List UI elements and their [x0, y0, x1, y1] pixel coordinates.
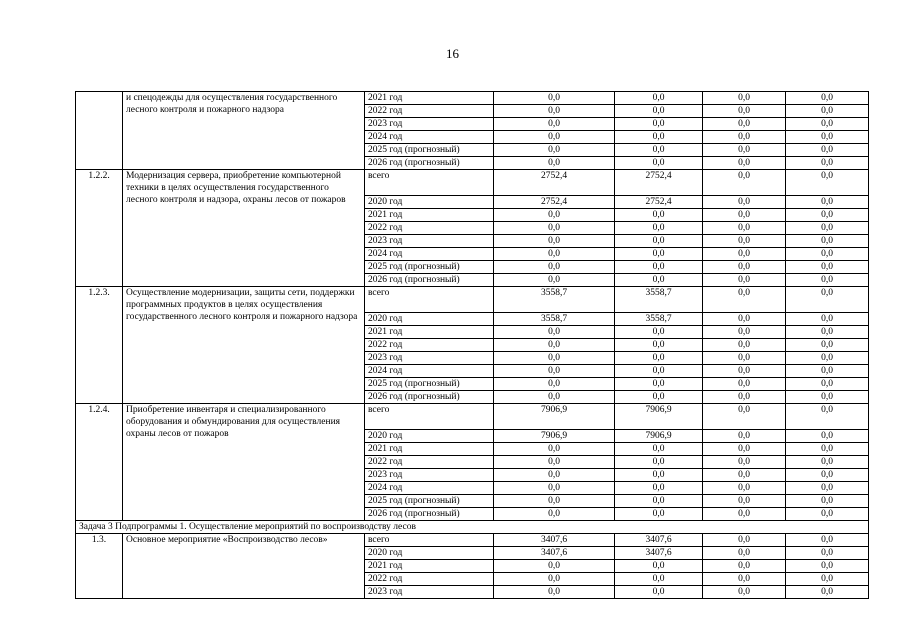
- value-cell: 0,0: [703, 92, 786, 105]
- value-cell: 3558,7: [615, 287, 703, 313]
- period-cell: 2026 год (прогнозный): [365, 157, 494, 170]
- value-cell: 0,0: [494, 560, 615, 573]
- period-cell: 2021 год: [365, 326, 494, 339]
- value-cell: 0,0: [703, 326, 786, 339]
- value-cell: 0,0: [786, 534, 869, 547]
- value-cell: 0,0: [786, 560, 869, 573]
- table-row: [76, 92, 869, 105]
- value-cell: 0,0: [615, 326, 703, 339]
- item-description: Приобретение инвентаря и специализированного оборудования и обмундирования для осуществления охраны лесов от пожаров: [123, 404, 365, 521]
- value-cell: 0,0: [703, 547, 786, 560]
- value-cell: 0,0: [494, 144, 615, 157]
- period-cell: 2023 год: [365, 235, 494, 248]
- value-cell: 0,0: [703, 430, 786, 443]
- value-cell: 0,0: [703, 235, 786, 248]
- value-cell: 0,0: [494, 326, 615, 339]
- period-cell: 2026 год (прогнозный): [365, 391, 494, 404]
- value-cell: 0,0: [703, 157, 786, 170]
- value-cell: 0,0: [494, 469, 615, 482]
- value-cell: 0,0: [703, 404, 786, 430]
- value-cell: 0,0: [786, 313, 869, 326]
- item-description: Основное мероприятие «Воспроизводство лесов»: [123, 534, 365, 599]
- value-cell: 0,0: [786, 365, 869, 378]
- value-cell: 0,0: [786, 469, 869, 482]
- value-cell: 0,0: [494, 456, 615, 469]
- value-cell: 0,0: [703, 365, 786, 378]
- budget-table: [75, 91, 869, 599]
- value-cell: 0,0: [615, 391, 703, 404]
- value-cell: 0,0: [703, 118, 786, 131]
- value-cell: 0,0: [703, 443, 786, 456]
- value-cell: 0,0: [703, 105, 786, 118]
- value-cell: 0,0: [615, 560, 703, 573]
- period-cell: 2024 год: [365, 482, 494, 495]
- value-cell: 0,0: [786, 105, 869, 118]
- value-cell: 0,0: [615, 586, 703, 599]
- value-cell: 0,0: [494, 586, 615, 599]
- value-cell: 0,0: [703, 560, 786, 573]
- value-cell: 0,0: [615, 573, 703, 586]
- value-cell: 0,0: [615, 378, 703, 391]
- value-cell: 0,0: [786, 326, 869, 339]
- period-cell: всего: [365, 170, 494, 196]
- table-row: [76, 534, 869, 547]
- value-cell: 0,0: [615, 209, 703, 222]
- value-cell: 0,0: [703, 313, 786, 326]
- page-number: 16: [446, 46, 459, 61]
- value-cell: 0,0: [703, 456, 786, 469]
- value-cell: 0,0: [786, 118, 869, 131]
- value-cell: 0,0: [786, 430, 869, 443]
- value-cell: 3407,6: [494, 534, 615, 547]
- period-cell: 2024 год: [365, 131, 494, 144]
- value-cell: 0,0: [786, 482, 869, 495]
- value-cell: 0,0: [494, 339, 615, 352]
- value-cell: 0,0: [615, 105, 703, 118]
- period-cell: 2020 год: [365, 313, 494, 326]
- value-cell: 0,0: [703, 131, 786, 144]
- period-cell: 2022 год: [365, 573, 494, 586]
- item-number: 1.3.: [76, 534, 123, 599]
- value-cell: 0,0: [615, 222, 703, 235]
- value-cell: 0,0: [786, 274, 869, 287]
- value-cell: 0,0: [615, 92, 703, 105]
- value-cell: 0,0: [615, 235, 703, 248]
- value-cell: 0,0: [615, 482, 703, 495]
- value-cell: 2752,4: [615, 196, 703, 209]
- value-cell: 0,0: [786, 209, 869, 222]
- value-cell: 7906,9: [494, 404, 615, 430]
- period-cell: 2020 год: [365, 547, 494, 560]
- value-cell: 0,0: [703, 586, 786, 599]
- value-cell: 2752,4: [494, 196, 615, 209]
- value-cell: 0,0: [494, 508, 615, 521]
- item-number: 1.2.4.: [76, 404, 123, 521]
- item-number: 1.2.2.: [76, 170, 123, 287]
- item-number: 1.2.3.: [76, 287, 123, 404]
- period-cell: 2025 год (прогнозный): [365, 495, 494, 508]
- period-cell: 2023 год: [365, 118, 494, 131]
- period-cell: 2023 год: [365, 352, 494, 365]
- value-cell: 0,0: [703, 508, 786, 521]
- period-cell: 2022 год: [365, 456, 494, 469]
- value-cell: 7906,9: [494, 430, 615, 443]
- value-cell: 3407,6: [615, 534, 703, 547]
- value-cell: 0,0: [703, 339, 786, 352]
- value-cell: 0,0: [786, 248, 869, 261]
- period-cell: 2024 год: [365, 365, 494, 378]
- value-cell: 0,0: [786, 339, 869, 352]
- value-cell: 0,0: [786, 222, 869, 235]
- value-cell: 0,0: [494, 105, 615, 118]
- value-cell: 0,0: [786, 378, 869, 391]
- value-cell: 0,0: [615, 248, 703, 261]
- value-cell: 0,0: [786, 443, 869, 456]
- value-cell: 0,0: [703, 222, 786, 235]
- value-cell: 0,0: [703, 209, 786, 222]
- value-cell: 0,0: [786, 144, 869, 157]
- table-body: [76, 92, 869, 599]
- value-cell: 0,0: [703, 274, 786, 287]
- value-cell: 3558,7: [494, 313, 615, 326]
- value-cell: 0,0: [703, 170, 786, 196]
- value-cell: 0,0: [494, 495, 615, 508]
- item-description: и спецодежды для осуществления государственного лесного контроля и пожарного надзора: [123, 92, 365, 170]
- value-cell: 0,0: [786, 573, 869, 586]
- value-cell: 0,0: [494, 443, 615, 456]
- value-cell: 0,0: [786, 157, 869, 170]
- value-cell: 0,0: [786, 495, 869, 508]
- value-cell: 0,0: [703, 196, 786, 209]
- value-cell: 0,0: [494, 118, 615, 131]
- period-cell: 2020 год: [365, 430, 494, 443]
- period-cell: 2021 год: [365, 560, 494, 573]
- period-cell: 2023 год: [365, 586, 494, 599]
- value-cell: 0,0: [703, 534, 786, 547]
- value-cell: 0,0: [615, 495, 703, 508]
- period-cell: 2020 год: [365, 196, 494, 209]
- value-cell: 0,0: [786, 287, 869, 313]
- value-cell: 0,0: [494, 235, 615, 248]
- value-cell: 7906,9: [615, 404, 703, 430]
- value-cell: 0,0: [615, 144, 703, 157]
- value-cell: 3407,6: [615, 547, 703, 560]
- value-cell: 0,0: [494, 222, 615, 235]
- item-description: Модернизация сервера, приобретение компьютерной техники в целях осуществления государственного лесного контроля и надзора, охраны лесов от пожаров: [123, 170, 365, 287]
- value-cell: 0,0: [615, 157, 703, 170]
- value-cell: 0,0: [703, 469, 786, 482]
- value-cell: 0,0: [494, 248, 615, 261]
- period-cell: всего: [365, 287, 494, 313]
- value-cell: 0,0: [786, 261, 869, 274]
- value-cell: 0,0: [786, 508, 869, 521]
- value-cell: 0,0: [786, 131, 869, 144]
- value-cell: 3558,7: [615, 313, 703, 326]
- table-row: [76, 170, 869, 196]
- value-cell: 0,0: [494, 391, 615, 404]
- period-cell: 2025 год (прогнозный): [365, 261, 494, 274]
- value-cell: 0,0: [615, 469, 703, 482]
- period-cell: 2026 год (прогнозный): [365, 274, 494, 287]
- value-cell: 0,0: [615, 274, 703, 287]
- value-cell: 0,0: [615, 352, 703, 365]
- value-cell: 0,0: [786, 235, 869, 248]
- period-cell: 2026 год (прогнозный): [365, 508, 494, 521]
- table-row: [76, 404, 869, 430]
- value-cell: 0,0: [786, 547, 869, 560]
- value-cell: 0,0: [786, 391, 869, 404]
- value-cell: 0,0: [786, 456, 869, 469]
- value-cell: 0,0: [494, 378, 615, 391]
- value-cell: 2752,4: [615, 170, 703, 196]
- value-cell: 0,0: [494, 209, 615, 222]
- item-description: Осуществление модернизации, защиты сети, поддержки программных продуктов в целях осуществления государственного лесного контроля и пожарного надзора: [123, 287, 365, 404]
- period-cell: 2021 год: [365, 443, 494, 456]
- value-cell: 0,0: [615, 261, 703, 274]
- value-cell: 2752,4: [494, 170, 615, 196]
- period-cell: всего: [365, 534, 494, 547]
- task-heading: Задача 3 Подпрограммы 1. Осуществление мероприятий по воспроизводству лесов: [76, 521, 869, 534]
- value-cell: 0,0: [786, 352, 869, 365]
- value-cell: 0,0: [703, 261, 786, 274]
- value-cell: 0,0: [703, 495, 786, 508]
- value-cell: 0,0: [703, 287, 786, 313]
- value-cell: 0,0: [494, 261, 615, 274]
- value-cell: 0,0: [703, 573, 786, 586]
- value-cell: 7906,9: [615, 430, 703, 443]
- value-cell: 0,0: [786, 586, 869, 599]
- value-cell: 0,0: [615, 456, 703, 469]
- value-cell: 0,0: [786, 170, 869, 196]
- value-cell: 0,0: [703, 248, 786, 261]
- value-cell: 0,0: [786, 196, 869, 209]
- value-cell: 0,0: [494, 573, 615, 586]
- period-cell: 2022 год: [365, 222, 494, 235]
- item-number: [76, 92, 123, 170]
- value-cell: 0,0: [703, 391, 786, 404]
- value-cell: 3407,6: [494, 547, 615, 560]
- value-cell: 0,0: [494, 365, 615, 378]
- period-cell: 2025 год (прогнозный): [365, 144, 494, 157]
- period-cell: 2023 год: [365, 469, 494, 482]
- period-cell: всего: [365, 404, 494, 430]
- period-cell: 2025 год (прогнозный): [365, 378, 494, 391]
- table-row: [76, 287, 869, 313]
- value-cell: 0,0: [703, 144, 786, 157]
- value-cell: 0,0: [615, 365, 703, 378]
- value-cell: 0,0: [703, 378, 786, 391]
- value-cell: 0,0: [615, 118, 703, 131]
- value-cell: 0,0: [494, 482, 615, 495]
- value-cell: 0,0: [703, 482, 786, 495]
- value-cell: 0,0: [786, 404, 869, 430]
- period-cell: 2021 год: [365, 92, 494, 105]
- value-cell: 0,0: [615, 131, 703, 144]
- task-heading-row: [76, 521, 869, 534]
- value-cell: 0,0: [494, 157, 615, 170]
- value-cell: 0,0: [703, 352, 786, 365]
- value-cell: 0,0: [494, 274, 615, 287]
- value-cell: 0,0: [615, 508, 703, 521]
- value-cell: 0,0: [615, 443, 703, 456]
- period-cell: 2021 год: [365, 209, 494, 222]
- value-cell: 0,0: [786, 92, 869, 105]
- period-cell: 2024 год: [365, 248, 494, 261]
- value-cell: 0,0: [494, 92, 615, 105]
- value-cell: 0,0: [494, 352, 615, 365]
- period-cell: 2022 год: [365, 339, 494, 352]
- value-cell: 0,0: [615, 339, 703, 352]
- value-cell: 3558,7: [494, 287, 615, 313]
- period-cell: 2022 год: [365, 105, 494, 118]
- value-cell: 0,0: [494, 131, 615, 144]
